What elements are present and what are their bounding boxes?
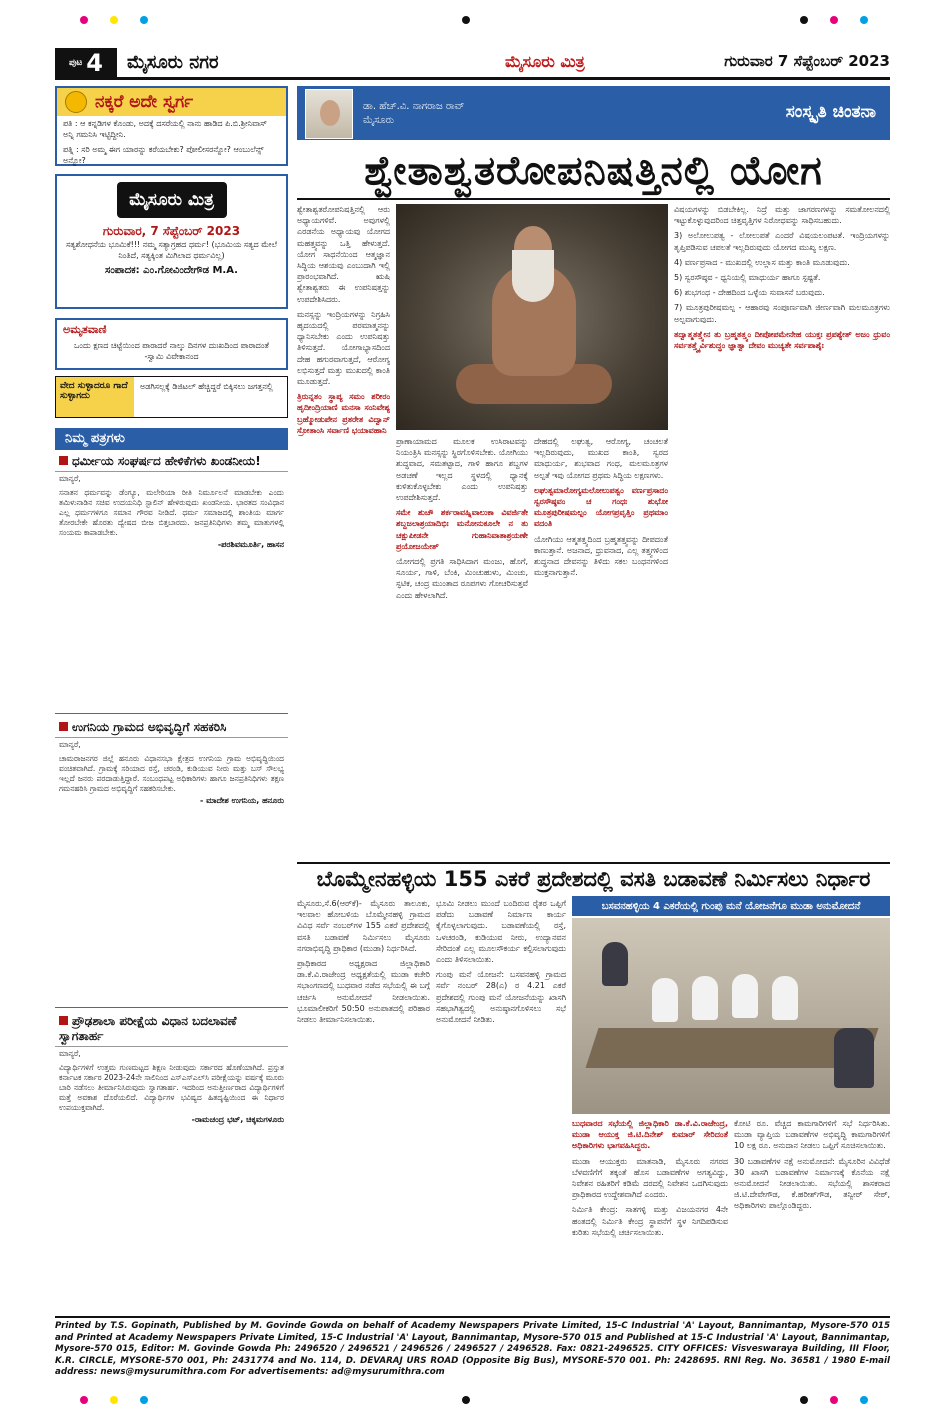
laughing-face-icon — [65, 91, 87, 113]
author-city: ಮೈಸೂರು — [363, 115, 395, 126]
story-column-3 — [572, 1118, 728, 1308]
story-headline: ಬೊಮ್ಮೇನಹಳ್ಳಿಯ 155 ಎಕರೆ ಪ್ರದೇಶದಲ್ಲಿ ವಸತಿ ಬಡಾವಣೆ ನಿರ್ಮಿಸಲು ನಿರ್ಧಾರ — [297, 862, 890, 894]
proverb-text: ಅಡಗಿಸಲ್ಲಕ್ಕೆ ಡಿಜಿಟಲ್ ಹೆಚ್ಚಿದ್ದರೆ ಬಿಕ್ಕಿಸಲು ಜಗತ್ತನಲ್ಲಿ — [140, 382, 273, 391]
article-paragraph: 6) ಶುಭಗಂಧ - ದೇಹದಿಂದ ಒಳ್ಳೆಯ ಸುವಾಸನೆ ಬರುವುದು. — [674, 288, 825, 298]
proverb-box — [55, 376, 288, 418]
city-section-title: ಮೈಸೂರು ನಗರ — [127, 52, 219, 73]
story-paragraph: ಮೈಸೂರು,ಸೆ.6(ಆರ್‌ಕೆ)- ಮೈಸೂರು ತಾಲೂಕು, ಇಲವಾಲ ಹೋಬಳಿಯ ಬೊಮ್ಮೇನಹಳ್ಳಿ ಗ್ರಾಮದ ವಿವಿಧ ಸರ್ವೆ ನಂಬರ್‌ಗಳ 155 ಎಕರೆ ಪ್ರದೇಶದಲ್ಲಿ ವಸತಿ ಬಡಾವಣೆ ನಿರ್ಮಿಸಲು ಮೈಸೂರು ನಗರಾಭಿವೃದ್ಧಿ ಪ್ರಾಧಿಕಾರ (ಮುಡಾ) ನಿರ್ಧರಿಸಿದೆ. — [297, 899, 430, 953]
letter-3-title — [55, 1012, 288, 1047]
article-paragraph: 5) ಸ್ವರಸೌಷ್ಠವ - ಧ್ವನಿಯಲ್ಲಿ ಮಾಧುರ್ಯ ಹಾಗೂ ಸ್ಪಷ್ಟತೆ. — [674, 273, 821, 283]
letter-2-title — [55, 718, 288, 738]
article-column-2 — [396, 436, 528, 854]
amritavani-title: ಅಮೃತವಾಣಿ — [63, 323, 107, 336]
article-verse: ತ್ರಿರುನ್ನತಂ ಸ್ಥಾಪ್ಯ ಸಮಂ ಶರೀರಂ ಹೃದೀಂದ್ರಿಯಾಣಿ ಮನಸಾ ಸಂನಿವೇಶ್ಯ ಬ್ರಹ್ಮೋಡುಪೇನ ಪ್ರತರೇತ ವಿದ್ವಾನ್ ಸ್ರೋತಾಂಸಿ ಸರ್ವಾಣಿ ಭಯಾವಹಾನಿ — [297, 392, 390, 435]
letter-3-title-text: ಪ್ರೌಢಶಾಲಾ ಪರೀಕ್ಷೆಯ ವಿಧಾನ ಬದಲಾವಣೆ ಸ್ವಾಗತಾರ್ಹ — [59, 1014, 237, 1043]
letter-1-title-text: ಧರ್ಮೀಯ ಸಂಘರ್ಷದ ಹೇಳಿಕೆಗಳು ಖಂಡನೀಯ! — [72, 454, 261, 468]
story-column-2 — [436, 898, 566, 1308]
masthead — [55, 48, 890, 80]
article-verse: ಲಘುತ್ವಮಾರೋಗ್ಯಮಲೋಲುಪತ್ವಂ ವರ್ಣಪ್ರಸಾದಂ ಸ್ವರಸೌಷ್ಠವಂ ಚ ಗಂಧಃ ಶುಭೋ ಮೂತ್ರಪುರೀಷಮಲ್ಪಂ ಯೋಗಪ್ರವೃತ್ತಿಂ ಪ್ರಥಮಾಂ ವದಂತಿ — [534, 485, 668, 529]
article-paragraph: 4) ವರ್ಣಪ್ರಸಾದ - ಮುಖದಲ್ಲಿ ಉಲ್ಲಾಸ ಮತ್ತು ಕಾಂತಿ ಮೂಡುವುದು. — [674, 257, 850, 267]
story-paragraph: ಪ್ರಾಧಿಕಾರದ ಅಧ್ಯಕ್ಷರಾದ ಜಿಲ್ಲಾಧಿಕಾರಿ ಡಾ.ಕೆ.ವಿ.ರಾಜೇಂದ್ರ ಅಧ್ಯಕ್ಷತೆಯಲ್ಲಿ ಮುಡಾ ಕಚೇರಿ ಸಭಾಂಗಣದಲ್ಲಿ ಬುಧವಾರ ನಡೆದ ಸಭೆಯಲ್ಲಿ ಈ ಬಗ್ಗೆ ಚರ್ಚಿಸಿ ಅನುಮೋದನೆ ನೀಡಲಾಯಿತು. ಭೂಮಾಲೀಕರಿಗೆ 50:50 ಅನುಪಾತದಲ್ಲಿ ಪರಿಹಾರ ನೀಡಲು ತೀರ್ಮಾನಿಸಲಾಯಿತು. — [297, 959, 430, 1025]
yogi-photo — [396, 204, 668, 430]
issue-date: ಗುರುವಾರ 7 ಸೆಪ್ಟೆಂಬರ್ 2023 — [724, 52, 890, 70]
printer-imprint: Printed by T.S. Gopinath, Published by M. Govinde Gowda on behalf of Academy Newspapers Private Limited, 15-C Industrial 'A' Layout, Bannimantap, Mysore-570 015 and Printed at Academy Newspapers Private Limited, 15-C Industrial 'A' Layout, Bannimantap, Mysore-570 015 and Published at 15-C Industrial 'A' Layout, Bannimantap, Mysore-570 015, Editor: M. Govinde Gowda Ph: 2496520 / 2496521 / 2496526 / 2496527 / 2496528. Fax: 0821-2496525. CITY OFFICES: Visveswaraya Building, III Floor, K.R. CIRCLE, MYSORE-570 001, Ph: 2431774 and No. 114, D. DEVARAJ URS ROAD (Opposite Big Bus), MYSORE-570 001. Ph: 2428695. RNI Reg. No. 36581 / 1980 E-mail address: news@mysurumithra.com For advertisements: ad@mysurumithra.com — [55, 1316, 890, 1388]
article-verse: ಸಮೇ ಶುಚೌ ಶರ್ಕರಾವಹ್ನಿವಾಲುಕಾ ವಿವರ್ಜಿತೇ ಶಬ್ದಜಲಾಶ್ರಯಾದಿಭಿಃ ಮನೋನುಕೂಲೇ ನ ತು ಚಕ್ಷುಪೀಡನೇ ಗುಹಾನಿವಾತಾಶ್ರಯಣೇ ಪ್ರಯೋಜಯೇತ್ — [396, 508, 528, 551]
letter-3-body: ವಿದ್ಯಾರ್ಥಿಗಳಿಗೆ ಉತ್ತಮ ಗುಣಮಟ್ಟದ ಶಿಕ್ಷಣ ನೀಡುವುದು ಸರ್ಕಾರದ ಹೊಣೆಯಾಗಿದೆ. ಪ್ರಸ್ತುತ ಕರ್ನಾಟಕ ಸರ್ಕಾರ 2023-24ನೇ ಸಾಲಿನಿಂದ ಎಸ್ಎಸ್ಎಲ್‌ಸಿ ಪರೀಕ್ಷೆಯನ್ನು ವರ್ಷಕ್ಕೆ ಮೂರು ಬಾರಿ ನಡೆಸಲು ತೀರ್ಮಾನಿಸಿರುವುದು ಸ್ವಾಗತಾರ್ಹ. ಇದರಿಂದ ಅನುತ್ತೀರ್ಣರಾದ ವಿದ್ಯಾರ್ಥಿಗಳಿಗೆ ಮತ್ತೆ ಅವಕಾಶ ದೊರೆಯಲಿದೆ. ವಿದ್ಯಾರ್ಥಿಗಳ ಭವಿಷ್ಯದ ಹಿತದೃಷ್ಟಿಯಿಂದ ಈ ನಿರ್ಧಾರ ಉಪಯುಕ್ತವಾಗಿದೆ. — [59, 1063, 284, 1112]
letter-3 — [55, 1012, 288, 1308]
article-paragraph: ಮನಸ್ಸನ್ನು ಇಂದ್ರಿಯಗಳನ್ನು ನಿಗ್ರಹಿಸಿ ಹೃದಯದಲ್ಲಿ ಪರಮಾತ್ಮನನ್ನು ಧ್ಯಾನಿಸಬೇಕು ಎಂದು ಉಪನಿಷತ್ತು ತಿಳಿಸುತ್ತದೆ. ಯೋಗಾಭ್ಯಾಸದಿಂದ ದೇಹ ಹಗುರವಾಗುತ್ತದೆ, ಆರೋಗ್ಯ ಲಭಿಸುತ್ತದೆ ಮತ್ತು ಮುಖದಲ್ಲಿ ಕಾಂತಿ ಮೂಡುತ್ತದೆ. — [297, 309, 390, 387]
joke-box — [55, 86, 288, 166]
article-column-4 — [674, 204, 890, 854]
letter-1-body: ಸನಾತನ ಧರ್ಮವನ್ನು ಡೆಂಗ್ಯೂ, ಮಲೇರಿಯಾ ರೀತಿ ನಿರ್ಮೂಲನೆ ಮಾಡಬೇಕು ಎಂದು ತಮಿಳುನಾಡಿನ ಸಚಿವ ಉದಯನಿಧಿ ಸ್ಟಾಲಿನ್ ಹೇಳಿರುವುದು ಖಂಡನೀಯ. ಭಾರತದ ಸಂವಿಧಾನ ಎಲ್ಲ ಧರ್ಮಗಳಿಗೂ ಸಮಾನ ಗೌರವ ನೀಡಿದೆ. ಧರ್ಮ ಸಮಾಜದಲ್ಲಿ ಶಾಂತಿಯ ಮಾರ್ಗ ತೋರಬೇಕೇ ಹೊರತು ದ್ವೇಷದ ಬೀಜ ಬಿತ್ತಬಾರದು. ಜನಪ್ರತಿನಿಧಿಗಳು ತಮ್ಮ ಮಾತುಗಳಲ್ಲಿ ಸಂಯಮ ಕಾಪಾಡಬೇಕು. — [59, 488, 284, 537]
letters-section-tab: ನಿಮ್ಮ ಪತ್ರಗಳು — [55, 428, 288, 450]
article-paragraph: ಶ್ವೇತಾಶ್ವತರೋಪನಿಷತ್ತಿನಲ್ಲಿ ಆರು ಅಧ್ಯಾಯಗಳಿವೆ. ಅವುಗಳಲ್ಲಿ ಎರಡನೆಯ ಅಧ್ಯಾಯವು ಯೋಗದ ಮಹತ್ತ್ವವನ್ನು ಒತ್ತಿ ಹೇಳುತ್ತದೆ. ಯೋಗ ಸಾಧನೆಯಿಂದ ಆತ್ಮಜ್ಞಾನ ಸಿದ್ಧಿಯ ಆಶಯವು ಎಂಬುದಾಗಿ ಇಲ್ಲಿ ಪ್ರಾರಂಭವಾಗಿದೆ. ಋಷಿ ಶ್ವೇತಾಶ್ವತರು ಈ ಉಪನಿಷತ್ತನ್ನು ಉಪದೇಶಿಸಿದರು. — [297, 205, 390, 304]
article-column-1 — [297, 204, 390, 854]
author-name: ಡಾ. ಹೆಚ್.ವಿ. ನಾಗರಾಜ ರಾವ್ — [363, 101, 465, 112]
story-paragraph: ಕೋಟಿ ರೂ. ವೆಚ್ಚದ ಕಾಮಗಾರಿಗಳಿಗೆ ಸಭೆ ನಿರ್ಧರಿಸಿತು. ಮುಡಾ ವ್ಯಾಪ್ತಿಯ ಬಡಾವಣೆಗಳ ಅಭಿವೃದ್ಧಿ ಕಾಮಗಾರಿಗಳಿಗೆ 10 ಲಕ್ಷ ರೂ. ಅನುದಾನ ನೀಡಲು ಒಪ್ಪಿಗೆ ಸೂಚಿಸಲಾಯಿತು. — [734, 1119, 890, 1151]
story-paragraph: ಭೂಮಿ ನೀಡಲು ಮುಂದೆ ಬಂದಿರುವ ರೈತರ ಒಪ್ಪಿಗೆ ಪಡೆದು ಬಡಾವಣೆ ನಿರ್ಮಾಣ ಕಾರ್ಯ ಕೈಗೊಳ್ಳಲಾಗುವುದು. ಬಡಾವಣೆಯಲ್ಲಿ ರಸ್ತೆ, ಒಳಚರಂಡಿ, ಕುಡಿಯುವ ನೀರು, ಉದ್ಯಾನವನ ಸೇರಿದಂತೆ ಎಲ್ಲ ಮೂಲಸೌಕರ್ಯ ಕಲ್ಪಿಸಲಾಗುವುದು ಎಂದು ತಿಳಿಸಲಾಯಿತು. — [436, 899, 566, 965]
bullet-square-icon — [59, 456, 68, 465]
letter-1-salutation: ಮಾನ್ಯರೆ, — [59, 474, 81, 483]
letter-2-title-text: ಉಗನಿಯ ಗ್ರಾಮದ ಅಭಿವೃದ್ಧಿಗೆ ಸಹಕರಿಸಿ — [72, 720, 227, 734]
story-paragraph: ಗುಂಪು ಮನೆ ಯೋಜನೆ: ಬಸವನಹಳ್ಳಿ ಗ್ರಾಮದ ಸರ್ವೆ ನಂಬರ್ 28(ಎ) ರ 4.21 ಎಕರೆ ಪ್ರದೇಶದಲ್ಲಿ ಗುಂಪು ಮನೆ ಯೋಜನೆಯನ್ನು ಖಾಸಗಿ ಸಹಭಾಗಿತ್ವದಲ್ಲಿ ಅನುಷ್ಠಾನಗೊಳಿಸಲು ಸಭೆ ಅನುಮೋದನೆ ನೀಡಿತು. — [436, 970, 566, 1025]
joke-title — [57, 88, 286, 116]
article-paragraph: ಪ್ರಾಣಾಯಾಮದ ಮೂಲಕ ಉಸಿರಾಟವನ್ನು ನಿಯಂತ್ರಿಸಿ ಮನಸ್ಸನ್ನು ಸ್ಥಿರಗೊಳಿಸಬೇಕು. ಯೋಗಿಯು ಶುದ್ಧವಾದ, ಸಮತಟ್ಟಾದ, ಗಾಳಿ ಹಾಗೂ ಶಬ್ದಗಳ ಅಡಚಣೆ ಇಲ್ಲದ ಸ್ಥಳದಲ್ಲಿ ಧ್ಯಾನಕ್ಕೆ ಕುಳಿತುಕೊಳ್ಳಬೇಕು ಎಂದು ಉಪನಿಷತ್ತು ಉಪದೇಶಿಸುತ್ತದೆ. — [396, 437, 528, 503]
author-byline — [363, 100, 464, 128]
amritavani-box — [55, 318, 288, 370]
page-label: ಪುಟ — [69, 58, 83, 68]
letter-1-sign: -ಪರಶಿವಮೂರ್ತಿ, ಹಾಸನ — [217, 540, 284, 549]
joke-line-1: ಪತಿ : ಆ ಕನ್ನಡಿಗಳ ಕೊಂಡು, ಅದಕ್ಕೆ ದಸರೆಯಲ್ಲಿ ನಾನು ಹಾಡಿದ ಪಿ.ಬಿ.ಶ್ರೀನಿವಾಸ್ ಅನ್ನಿ ಗಮನಿಸಿ ಇಟ್ಟಿದ್ದೀನಿ. — [63, 119, 267, 139]
letter-3-sign: -ರಾಮಚಂದ್ರ ಭಟ್, ಚಿಕ್ಕಮಗಳೂರು — [191, 1115, 284, 1124]
newspaper-brand: ಮೈಸೂರು ಮಿತ್ರ — [505, 52, 585, 71]
letter-2-salutation: ಮಾನ್ಯರೆ, — [59, 740, 81, 749]
bullet-square-icon — [59, 1016, 68, 1025]
article-column-3 — [534, 436, 668, 854]
article-paragraph: ದೇಹದಲ್ಲಿ ಲಘುತ್ವ, ಆರೋಗ್ಯ, ಚಂಚಲತೆ ಇಲ್ಲದಿರುವುದು, ಮುಖದ ಕಾಂತಿ, ಸ್ವರದ ಮಾಧುರ್ಯ, ಶುಭವಾದ ಗಂಧ, ಮಲಮೂತ್ರಗಳ ಅಲ್ಪತೆ ಇವು ಯೋಗದ ಪ್ರಥಮ ಸಿದ್ಧಿಯ ಲಕ್ಷಣಗಳು. — [534, 437, 668, 480]
brand-logo: ಮೈಸೂರು ಮಿತ್ರ — [117, 182, 227, 218]
registration-marks-bottom — [0, 1396, 945, 1416]
story-column-1 — [297, 898, 430, 1308]
article-paragraph: 7) ಮೂತ್ರಪುರೀಷಮಲ್ಪ - ಆಹಾರವು ಸಂಪೂರ್ಣವಾಗಿ ಜೀರ್ಣವಾಗಿ ಮಲಮೂತ್ರಗಳು ಅಲ್ಪವಾಗುವುದು. — [674, 303, 890, 324]
article-paragraph: ಯೋಗದಲ್ಲಿ ಪ್ರಗತಿ ಸಾಧಿಸಿದಾಗ ಮಂಜು, ಹೊಗೆ, ಸೂರ್ಯ, ಗಾಳಿ, ಬೆಂಕಿ, ಮಿಂಚುಹುಳು, ಮಿಂಚು, ಸ್ಫಟಿಕ, ಚಂದ್ರ ಮುಂತಾದ ರೂಪಗಳು ಗೋಚರಿಸುತ್ತವೆ ಎಂದು ಹೇಳಲಾಗಿದೆ. — [396, 557, 528, 600]
author-photo — [305, 89, 353, 139]
registration-marks-top — [0, 16, 945, 36]
joke-line-2: ಪತ್ನಿ : ಸರಿ ಅಮ್ಮ ಈಗ ಯಾರನ್ನು ಕರೆಯಬೇಕು? ಪೋಲೀಸರನ್ನೋ? ಆಂಬುಲೆನ್ಸ್ ಅನ್ನೋ? — [63, 145, 264, 165]
column-section-title: ಸಂಸ್ಕೃತಿ ಚಿಂತನಾ — [785, 102, 876, 122]
story-paragraph: ಮುಡಾ ಆಯುಕ್ತರು ಮಾತನಾಡಿ, ಮೈಸೂರು ನಗರದ ಬೆಳವಣಿಗೆಗೆ ತಕ್ಕಂತೆ ಹೊಸ ಬಡಾವಣೆಗಳ ಅಗತ್ಯವಿದ್ದು, ನಿವೇಶನ ರಹಿತರಿಗೆ ಕಡಿಮೆ ದರದಲ್ಲಿ ನಿವೇಶನ ಒದಗಿಸುವುದು ಪ್ರಾಧಿಕಾರದ ಉದ್ದೇಶವಾಗಿದೆ ಎಂದರು. — [572, 1156, 728, 1200]
story-column-4 — [734, 1118, 890, 1308]
letter-1-title — [55, 452, 288, 472]
author-strip — [297, 86, 890, 140]
letter-2 — [55, 718, 288, 1008]
meeting-photo — [572, 918, 890, 1114]
proverb-title: ವೇದ ಸುಳ್ಳಾದರೂ ಗಾದೆ ಸುಳ್ಳಾಗದು — [56, 377, 134, 417]
article-paragraph: 3) ಅಲೋಲುಪತ್ವ - ಲೋಲುಪತೆ ಎಂದರೆ ವಿಷಯಲಂಪಟತೆ. ಇಂದ್ರಿಯಗಳನ್ನು ತೃಪ್ತಿಪಡಿಸುವ ಚಪಲತೆ ಇಲ್ಲದಿರುವುದು ಯೋಗದ ಮುಖ್ಯ ಲಕ್ಷಣ. — [674, 231, 890, 252]
amritavani-text: ಒಂದು ಕ್ಷಣದ ಚಿಟ್ಟೆಯಿಂದ ಪಾರಾದರೆ ನಾಲ್ಕು ದಿನಗಳ ದುಃಖದಿಂದ ಪಾರಾದಂತೆ -ಸ್ವಾಮಿ ವಿವೇಕಾನಂದ — [74, 341, 269, 361]
article-paragraph: ವಿಷಯಗಳನ್ನು ಬಿಡಬೇಕಿಲ್ಲ. ನಿದ್ರೆ ಮತ್ತು ಜಾಗರಣಗಳನ್ನು ಸಮತೋಲನದಲ್ಲಿ ಇಟ್ಟುಕೊಳ್ಳುವುದರಿಂದ ಚಿತ್ತವೃತ್ತಿಗಳ ನಿರೋಧವನ್ನು ಸಾಧಿಸಬಹುದು. — [674, 205, 890, 226]
page-number: 4 — [86, 49, 103, 77]
story-subhead: ಬಸವನಹಳ್ಳಿಯ 4 ಎಕರೆಯಲ್ಲಿ ಗುಂಪು ಮನೆ ಯೋಜನೆಗೂ ಮುಡಾ ಅನುಮೋದನೆ — [572, 896, 890, 916]
joke-title-text: ನಕ್ಕರೆ ಅದೇ ಸ್ವರ್ಗ — [95, 92, 194, 112]
left-column — [55, 86, 288, 1311]
photo-caption: ಬುಧವಾರದ ಸಭೆಯಲ್ಲಿ ಜಿಲ್ಲಾಧಿಕಾರಿ ಡಾ.ಕೆ.ವಿ.ರಾಜೇಂದ್ರ, ಮುಡಾ ಆಯುಕ್ತ ಜಿ.ಟಿ.ದಿನೇಶ್ ಕುಮಾರ್ ಸೇರಿದಂತೆ ಅಧಿಕಾರಿಗಳು ಭಾಗವಹಿಸಿದ್ದರು. — [572, 1119, 728, 1151]
article-headline: ಶ್ವೇತಾಶ್ವತರೋಪನಿಷತ್ತಿನಲ್ಲಿ ಯೋಗ — [297, 144, 890, 200]
brand-editor: ಸಂಪಾದಕ: ಎಂ.ಗೋವಿಂದೇಗೌಡ M.A. — [105, 265, 238, 276]
brand-tagline: ಸತ್ಯಶೋಧನೆಯ ಭೂಮಿಕೆ!!! ನಮ್ಮ ಸತ್ಯಾಗ್ರಹದ ಧರ್ಮ! (ಭೂಮಿಯ ಸತ್ಯದ ಮೇಲೆ ನಿಂತಿದೆ, ಸತ್ಯಕ್ಕಿಂತ ಮಿಗಿಲಾದ ಧರ್ಮವಿಲ್ಲ) — [66, 240, 277, 260]
brand-box — [55, 174, 288, 309]
story-paragraph: 30 ಬಡಾವಣೆಗಳ ನಕ್ಷೆ ಅನುಮೋದನೆ: ಮೈಸೂರಿನ ವಿವಿಧೆಡೆ 30 ಖಾಸಗಿ ಬಡಾವಣೆಗಳ ನಿರ್ಮಾಣಕ್ಕೆ ಕೊನೆಯ ನಕ್ಷೆ ಅನುಮೋದನೆ ನೀಡಲಾಯಿತು. ಸಭೆಯಲ್ಲಿ ಶಾಸಕರಾದ ಜಿ.ಟಿ.ದೇವೇಗೌಡ, ಕೆ.ಹರೀಶ್‌ಗೌಡ, ತನ್ವೀರ್ ಸೇಠ್, ಅಧಿಕಾರಿಗಳು ಪಾಲ್ಗೊಂಡಿದ್ದರು. — [734, 1156, 890, 1211]
brand-date: ಗುರುವಾರ, 7 ಸೆಪ್ಟೆಂಬರ್ 2023 — [102, 224, 241, 238]
letter-2-sign: - ಮಾದೇಶ ಉಗನಿಯ, ಹನೂರು — [200, 796, 284, 805]
article-paragraph: ಯೋಗಿಯು ಆತ್ಮತತ್ತ್ವದಿಂದ ಬ್ರಹ್ಮತತ್ತ್ವವನ್ನು ದೀಪದಂತೆ ಕಾಣುತ್ತಾನೆ. ಅಜನಾದ, ಧ್ರುವನಾದ, ಎಲ್ಲ ತತ್ತ್ವಗಳಿಂದ ಶುದ್ಧನಾದ ದೇವನನ್ನು ತಿಳಿದು ಸಕಲ ಬಂಧನಗಳಿಂದ ಮುಕ್ತನಾಗುತ್ತಾನೆ. — [534, 534, 668, 578]
story-paragraph: ನಿರ್ಮಿತಿ ಕೇಂದ್ರ: ಸಾತಗಳ್ಳಿ ಮತ್ತು ವಿಜಯನಗರ 4ನೇ ಹಂತದಲ್ಲಿ ನಿರ್ಮಿತಿ ಕೇಂದ್ರ ಸ್ಥಾಪನೆಗೆ ಸ್ಥಳ ನಿಗದಿಪಡಿಸುವ ಕುರಿತು ಸಭೆಯಲ್ಲಿ ಚರ್ಚಿಸಲಾಯಿತು. — [572, 1205, 728, 1237]
page-number-badge — [55, 48, 117, 78]
letter-1 — [55, 452, 288, 714]
letter-2-body: ಚಾಮರಾಜನಗರ ಜಿಲ್ಲೆ ಹನೂರು ವಿಧಾನಸಭಾ ಕ್ಷೇತ್ರದ ಉಗನಿಯ ಗ್ರಾಮ ಅಭಿವೃದ್ಧಿಯಿಂದ ವಂಚಿತವಾಗಿದೆ. ಗ್ರಾಮಕ್ಕೆ ಸರಿಯಾದ ರಸ್ತೆ, ಚರಂಡಿ, ಕುಡಿಯುವ ನೀರು ಮತ್ತು ಬಸ್ ಸೌಲಭ್ಯ ಇಲ್ಲದೆ ಜನರು ಪರದಾಡುತ್ತಿದ್ದಾರೆ. ಸಂಬಂಧಪಟ್ಟ ಅಧಿಕಾರಿಗಳು ಹಾಗೂ ಜನಪ್ರತಿನಿಧಿಗಳು ತಕ್ಷಣ ಗಮನಹರಿಸಿ ಗ್ರಾಮದ ಅಭಿವೃದ್ಧಿಗೆ ಸಹಕರಿಸಬೇಕು. — [59, 754, 284, 793]
article-verse: ತದ್ವಾತ್ಮತತ್ತ್ವೇನ ತು ಬ್ರಹ್ಮತತ್ತ್ವಂ ದೀಪೋಪಮೇನೇಹ ಯುಕ್ತಃ ಪ್ರಪಶ್ಯೇತ್ ಅಜಂ ಧ್ರುವಂ ಸರ್ವತತ್ತ್ವೈರ್ವಿಶುದ್ಧಂ ಜ್ಞಾತ್ವಾ ದೇವಂ ಮುಚ್ಯತೇ ಸರ್ವಪಾಶೈಃ — [674, 329, 890, 351]
letter-3-salutation: ಮಾನ್ಯರೆ, — [59, 1049, 81, 1058]
bullet-square-icon — [59, 722, 68, 731]
